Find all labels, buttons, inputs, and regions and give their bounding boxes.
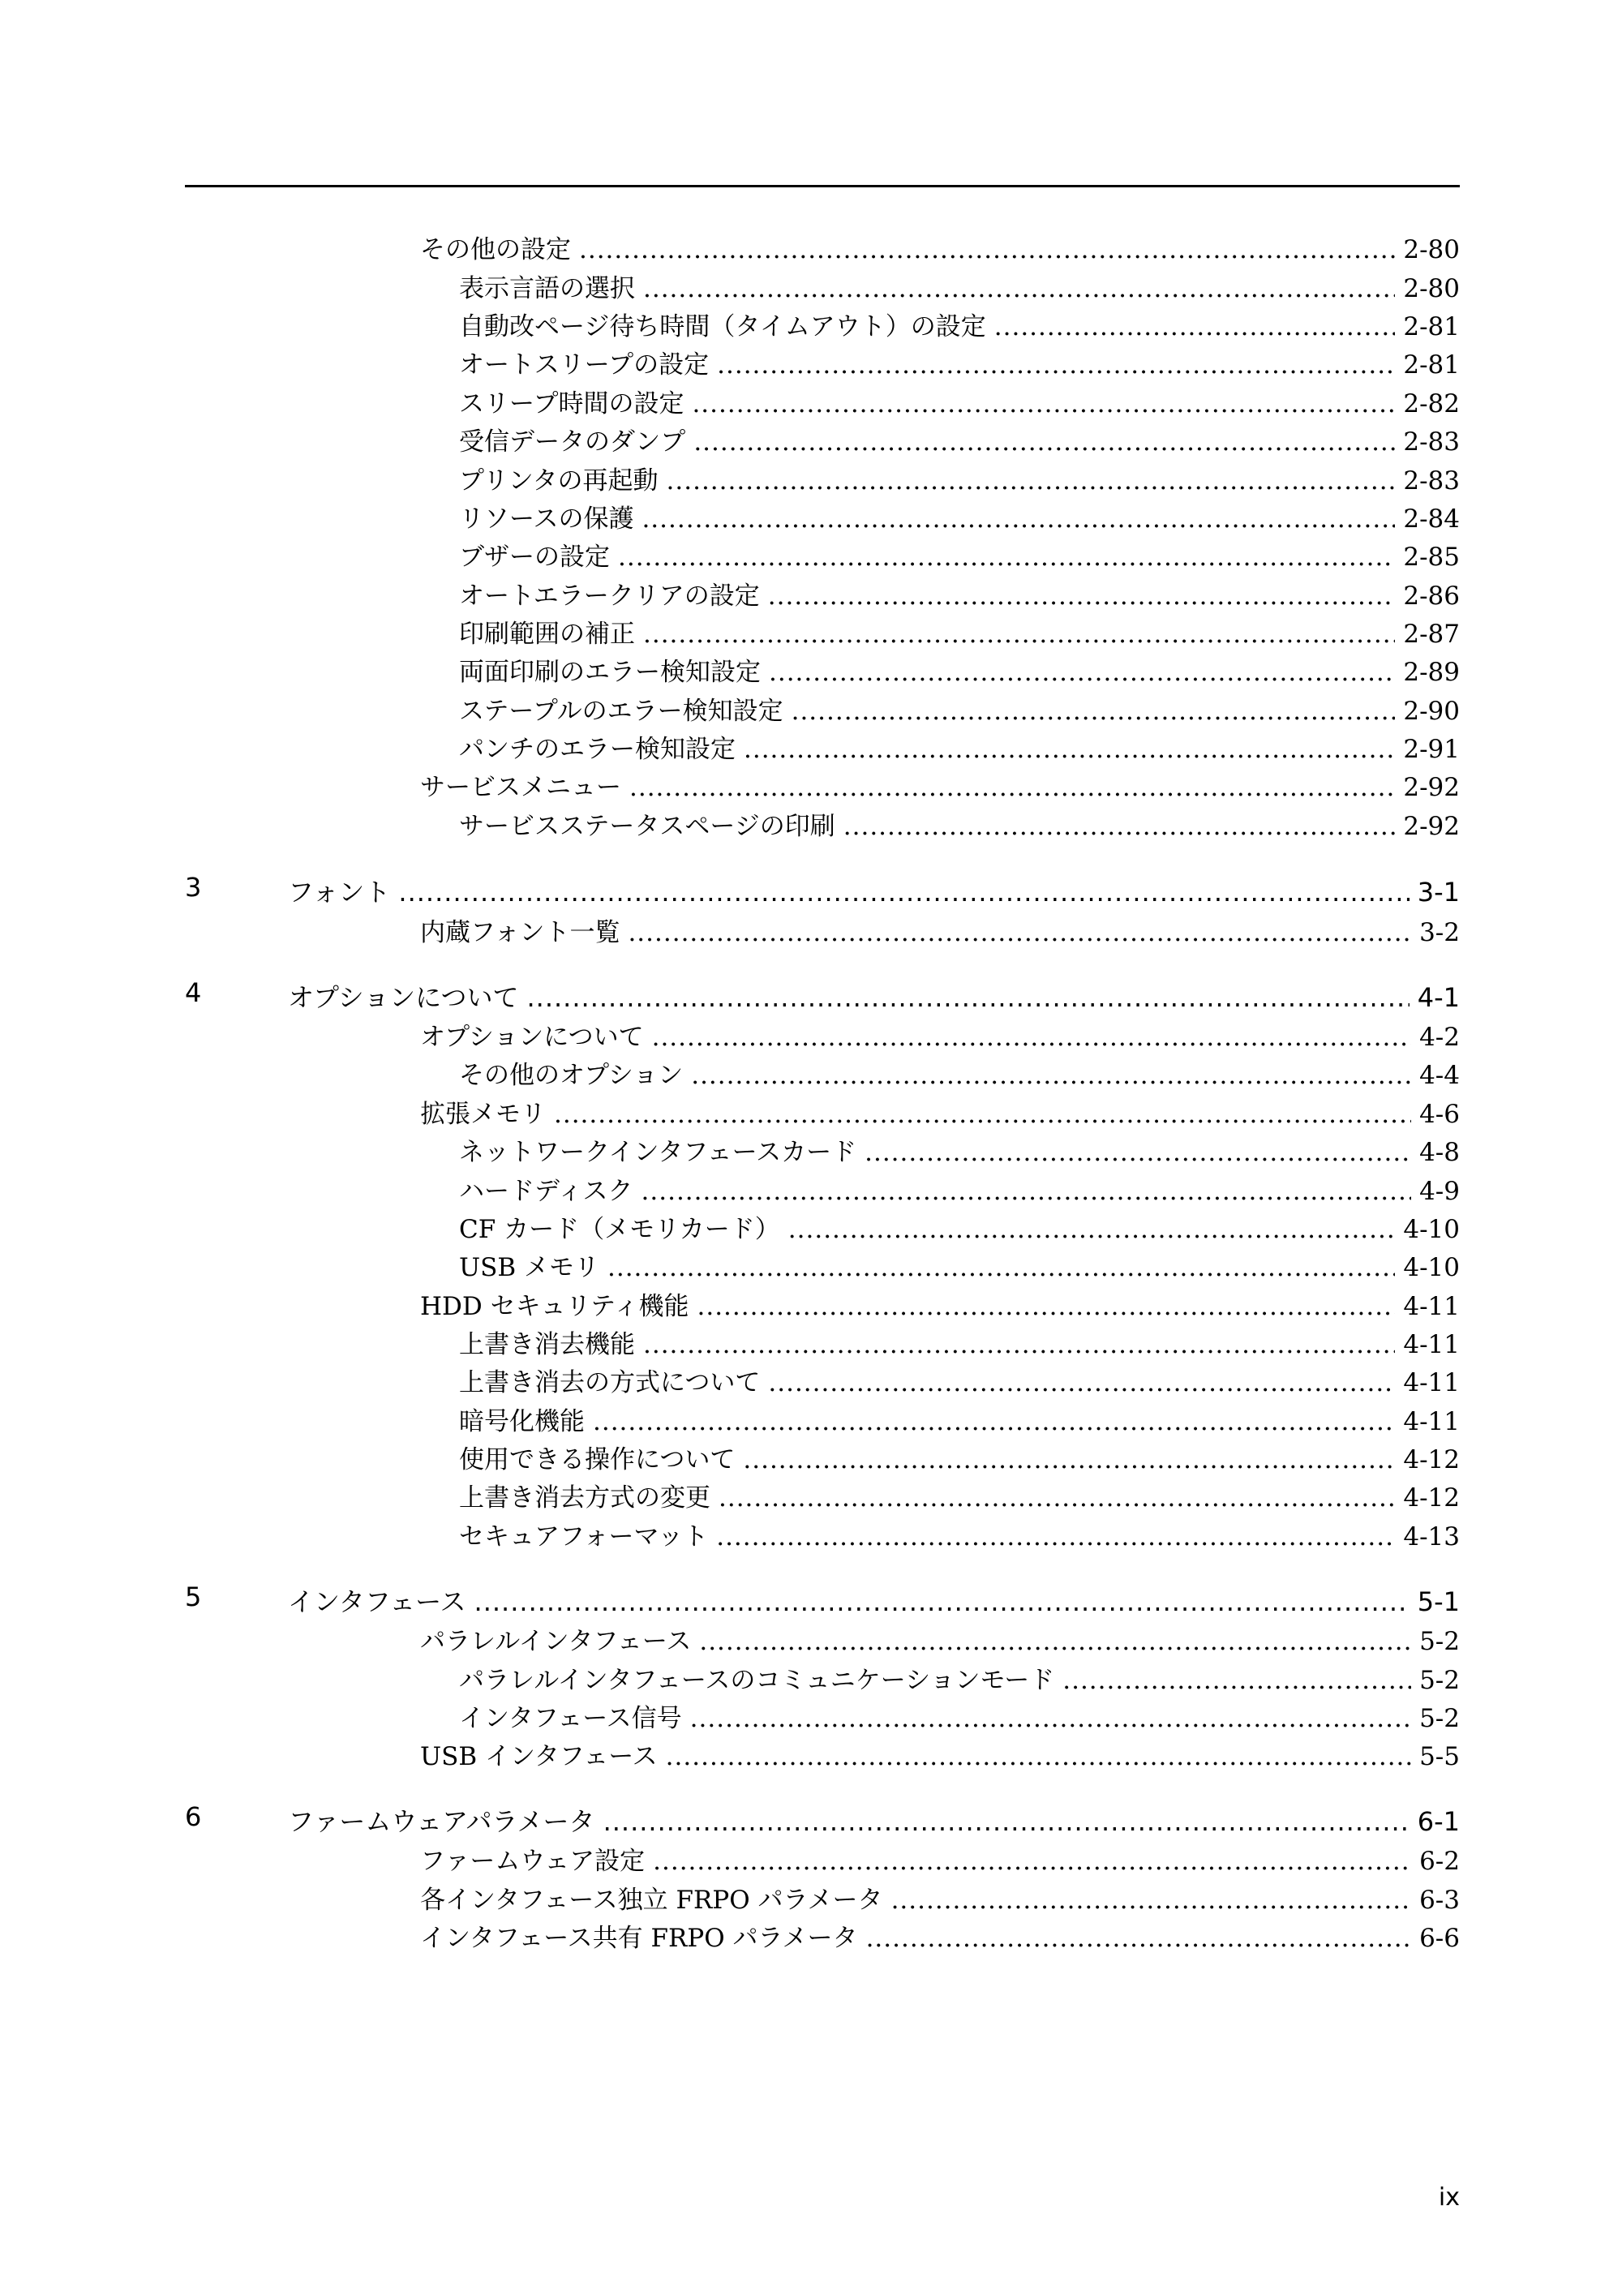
toc-entry-page: 4-6 [1419,1100,1460,1129]
toc-entry[interactable] [459,1697,1460,1734]
toc-chapter-title: フォント [288,877,391,908]
toc-entry-page: 2-84 [1403,504,1460,534]
toc-entry[interactable] [420,229,1460,265]
toc-entry-title: インタフェース共有 FRPO パラメータ [420,1924,858,1953]
toc-entry[interactable] [420,766,1460,803]
toc-entry-title: 内蔵フォント一覧 [420,918,620,947]
leader-dots [743,1445,1395,1474]
toc-entry-title: USB メモリ [459,1253,599,1282]
toc-entry-title: 表示言語の選択 [459,274,635,303]
leader-dots [653,1847,1411,1876]
toc-entry[interactable] [420,1840,1460,1877]
chapter-number: 3 [185,872,202,903]
leader-dots [768,1368,1395,1397]
leader-dots [792,697,1396,726]
toc-entry-title: 受信データのダンプ [459,427,686,457]
toc-entry[interactable] [459,498,1460,534]
leader-dots [769,658,1395,687]
toc-entry-page: 4-10 [1403,1253,1460,1282]
toc-entry-page: 5-2 [1419,1627,1460,1656]
toc-entry[interactable] [459,344,1460,380]
toc-entry-page: 2-90 [1403,697,1460,726]
toc-entry-title: ステープルのエラー検知設定 [459,697,783,726]
toc-chapter-title: オプションについて [288,982,519,1013]
toc-entry[interactable] [459,460,1460,496]
leader-dots [717,350,1395,380]
leader-dots [693,427,1395,457]
toc-entry[interactable] [420,1879,1460,1916]
toc-entry-title: ハードディスク [459,1177,633,1206]
toc-entry[interactable] [459,1170,1460,1207]
toc-entry-page: 6-6 [1419,1924,1460,1953]
toc-entry-title: 各インタフェース独立 FRPO パラメータ [420,1886,883,1915]
toc-entry[interactable] [459,1208,1460,1245]
leader-dots [643,274,1395,303]
toc-entry-page: 2-83 [1403,466,1460,496]
leader-dots [866,1924,1412,1953]
toc-entry-title: その他の設定 [420,235,571,264]
toc-entry-title: 上書き消去機能 [459,1330,635,1359]
toc-entry-title: 印刷範囲の補正 [459,620,635,649]
leader-dots [593,1407,1395,1436]
toc-entry[interactable] [459,1131,1460,1168]
leader-dots [994,312,1396,341]
toc-entry-page: 4-9 [1419,1177,1460,1206]
leader-dots [691,1061,1411,1090]
toc-chapter-entry[interactable] [288,872,1460,909]
toc-entry[interactable] [420,912,1460,948]
toc-entry-page: 5-2 [1419,1704,1460,1733]
toc-entry-page: 4-10 [1403,1215,1460,1244]
leader-dots [629,773,1395,802]
toc-entry[interactable] [459,306,1460,342]
chapter-number: 5 [185,1581,202,1612]
toc-entry-title: 上書き消去の方式について [459,1368,761,1397]
toc-entry[interactable] [459,268,1460,304]
toc-entry-title: リソースの保護 [459,504,634,534]
toc-entry-page: 4-8 [1419,1138,1460,1167]
toc-entry-page: 5-5 [1419,1742,1460,1771]
toc-entry-page: 4-12 [1403,1445,1460,1474]
toc-entry-page: 4-2 [1419,1023,1460,1052]
toc-chapter-title: インタフェース [288,1586,466,1617]
toc-entry-title: 使用できる操作について [459,1445,736,1474]
toc-entry[interactable] [459,1362,1460,1398]
toc-entry-page: 2-81 [1403,350,1460,380]
toc-entry-title: CF カード（メモリカード） [459,1215,780,1244]
leader-dots [643,620,1395,649]
toc-entry-page: 6-3 [1419,1886,1460,1915]
page-number: ix [1438,2183,1460,2212]
toc-entry-title: オートスリープの設定 [459,350,710,380]
toc-entry-page: 2-81 [1403,312,1460,341]
leader-dots [579,235,1395,264]
toc-entry-title: スリープ時間の設定 [459,389,684,418]
toc-chapter-entry[interactable] [288,1801,1460,1839]
leader-dots [697,1292,1396,1321]
header-rule [185,185,1460,187]
toc-entry-page: 4-12 [1403,1483,1460,1513]
leader-dots [865,1138,1411,1167]
toc-entry[interactable] [459,613,1460,650]
toc-entry-title: サービスステータスページの印刷 [459,812,835,841]
toc-entry-title: 上書き消去方式の変更 [459,1483,710,1513]
toc-entry-title: 暗号化機能 [459,1407,585,1436]
leader-dots [1062,1666,1411,1695]
toc-entry-page: 4-4 [1419,1061,1460,1090]
toc-entry-page: 2-91 [1403,735,1460,764]
leader-dots [526,982,1409,1013]
toc-chapter-page: 4-1 [1417,982,1460,1013]
toc-entry-page: 2-80 [1403,274,1460,303]
toc-entry[interactable] [420,1016,1460,1053]
leader-dots [642,504,1395,534]
toc-entry[interactable] [459,421,1460,457]
leader-dots [652,1023,1411,1052]
toc-entry[interactable] [459,1659,1460,1696]
toc-entry-title: セキュアフォーマット [459,1522,709,1551]
leader-dots [788,1215,1396,1244]
toc-entry-page: 2-80 [1403,235,1460,264]
toc-entry-title: サービスメニュー [420,773,621,802]
chapter-number: 4 [185,977,202,1008]
toc-entry[interactable] [459,536,1460,573]
toc-chapter-entry[interactable] [288,1581,1460,1619]
toc-entry-page: 2-92 [1403,773,1460,802]
toc-entry-page: 4-11 [1403,1330,1460,1359]
toc-entry-page: 2-83 [1403,427,1460,457]
toc-chapter-entry[interactable] [288,977,1460,1015]
toc-entry-title: 両面印刷のエラー検知設定 [459,658,761,687]
leader-dots [692,389,1395,418]
toc-entry-title: パラレルインタフェース [420,1627,692,1656]
toc-entry[interactable] [459,1324,1460,1360]
leader-dots [891,1886,1412,1915]
chapter-number: 6 [185,1801,202,1832]
toc-entry[interactable] [459,1401,1460,1437]
toc-entry-title: インタフェース信号 [459,1704,682,1733]
toc-entry-title: パラレルインタフェースのコミュニケーションモード [459,1666,1055,1695]
leader-dots [768,582,1396,611]
toc-entry[interactable] [459,1439,1460,1475]
leader-dots [642,1177,1412,1206]
toc-entry-title: ネットワークインタフェースカード [459,1138,857,1167]
toc-chapter-page: 5-1 [1417,1586,1460,1617]
leader-dots [667,466,1396,496]
toc-chapter-page: 3-1 [1417,877,1460,908]
toc-entry-title: HDD セキュリティ機能 [420,1292,689,1321]
leader-dots [603,1806,1410,1837]
toc-entry[interactable] [459,1054,1460,1091]
toc-entry-page: 2-86 [1403,582,1460,611]
toc-entry-title: USB インタフェース [420,1742,658,1771]
leader-dots [474,1586,1410,1617]
toc-entry[interactable] [459,651,1460,688]
toc-entry-title: プリンタの再起動 [459,466,659,496]
leader-dots [744,735,1395,764]
leader-dots [666,1742,1411,1771]
toc-entry-title: 拡張メモリ [420,1100,546,1129]
toc-entry-page: 4-11 [1403,1407,1460,1436]
toc-entry[interactable] [459,728,1460,765]
toc-entry[interactable] [459,805,1460,842]
toc-entry[interactable] [420,1093,1460,1130]
toc-entry-title: ファームウェア設定 [420,1847,646,1876]
toc-entry-page: 2-85 [1403,543,1460,572]
toc-entry[interactable] [420,1620,1460,1657]
leader-dots [554,1100,1411,1129]
toc-entry-page: 5-2 [1419,1666,1460,1695]
toc-entry[interactable] [459,1516,1460,1552]
toc-entry-title: オートエラークリアの設定 [459,582,760,611]
toc-chapter-title: ファームウェアパラメータ [288,1806,595,1837]
toc-entry-page: 2-92 [1403,812,1460,841]
toc-entry-page: 4-11 [1403,1368,1460,1397]
leader-dots [699,1627,1411,1656]
toc-entry[interactable] [459,383,1460,419]
leader-dots [628,918,1411,947]
toc-entry-page: 6-2 [1419,1847,1460,1876]
toc-entry[interactable] [459,575,1460,612]
leader-dots [618,543,1395,572]
toc-entry[interactable] [459,1247,1460,1283]
toc-entry[interactable] [420,1736,1460,1772]
toc-entry-title: オプションについて [420,1023,644,1052]
toc-entry[interactable] [459,1477,1460,1513]
toc-chapter-page: 6-1 [1417,1806,1460,1837]
leader-dots [398,877,1409,908]
toc-entry-title: その他のオプション [459,1061,684,1090]
toc-entry[interactable] [459,690,1460,727]
toc-entry-page: 2-82 [1403,389,1460,418]
leader-dots [719,1483,1395,1513]
leader-dots [843,812,1396,841]
leader-dots [607,1253,1395,1282]
toc-entry-title: ブザーの設定 [459,543,610,572]
toc-entry-page: 4-11 [1403,1292,1460,1321]
toc-entry[interactable] [420,1917,1460,1954]
toc-entry-page: 4-13 [1403,1522,1460,1551]
toc-entry-page: 2-87 [1403,620,1460,649]
leader-dots [643,1330,1395,1359]
toc-entry-page: 2-89 [1403,658,1460,687]
leader-dots [716,1522,1395,1551]
toc-entry-page: 3-2 [1419,918,1460,947]
toc-entry-title: 自動改ページ待ち時間（タイムアウト）の設定 [459,312,986,341]
toc-entry[interactable] [420,1285,1460,1322]
toc-entry-title: パンチのエラー検知設定 [459,735,736,764]
leader-dots [690,1704,1411,1733]
